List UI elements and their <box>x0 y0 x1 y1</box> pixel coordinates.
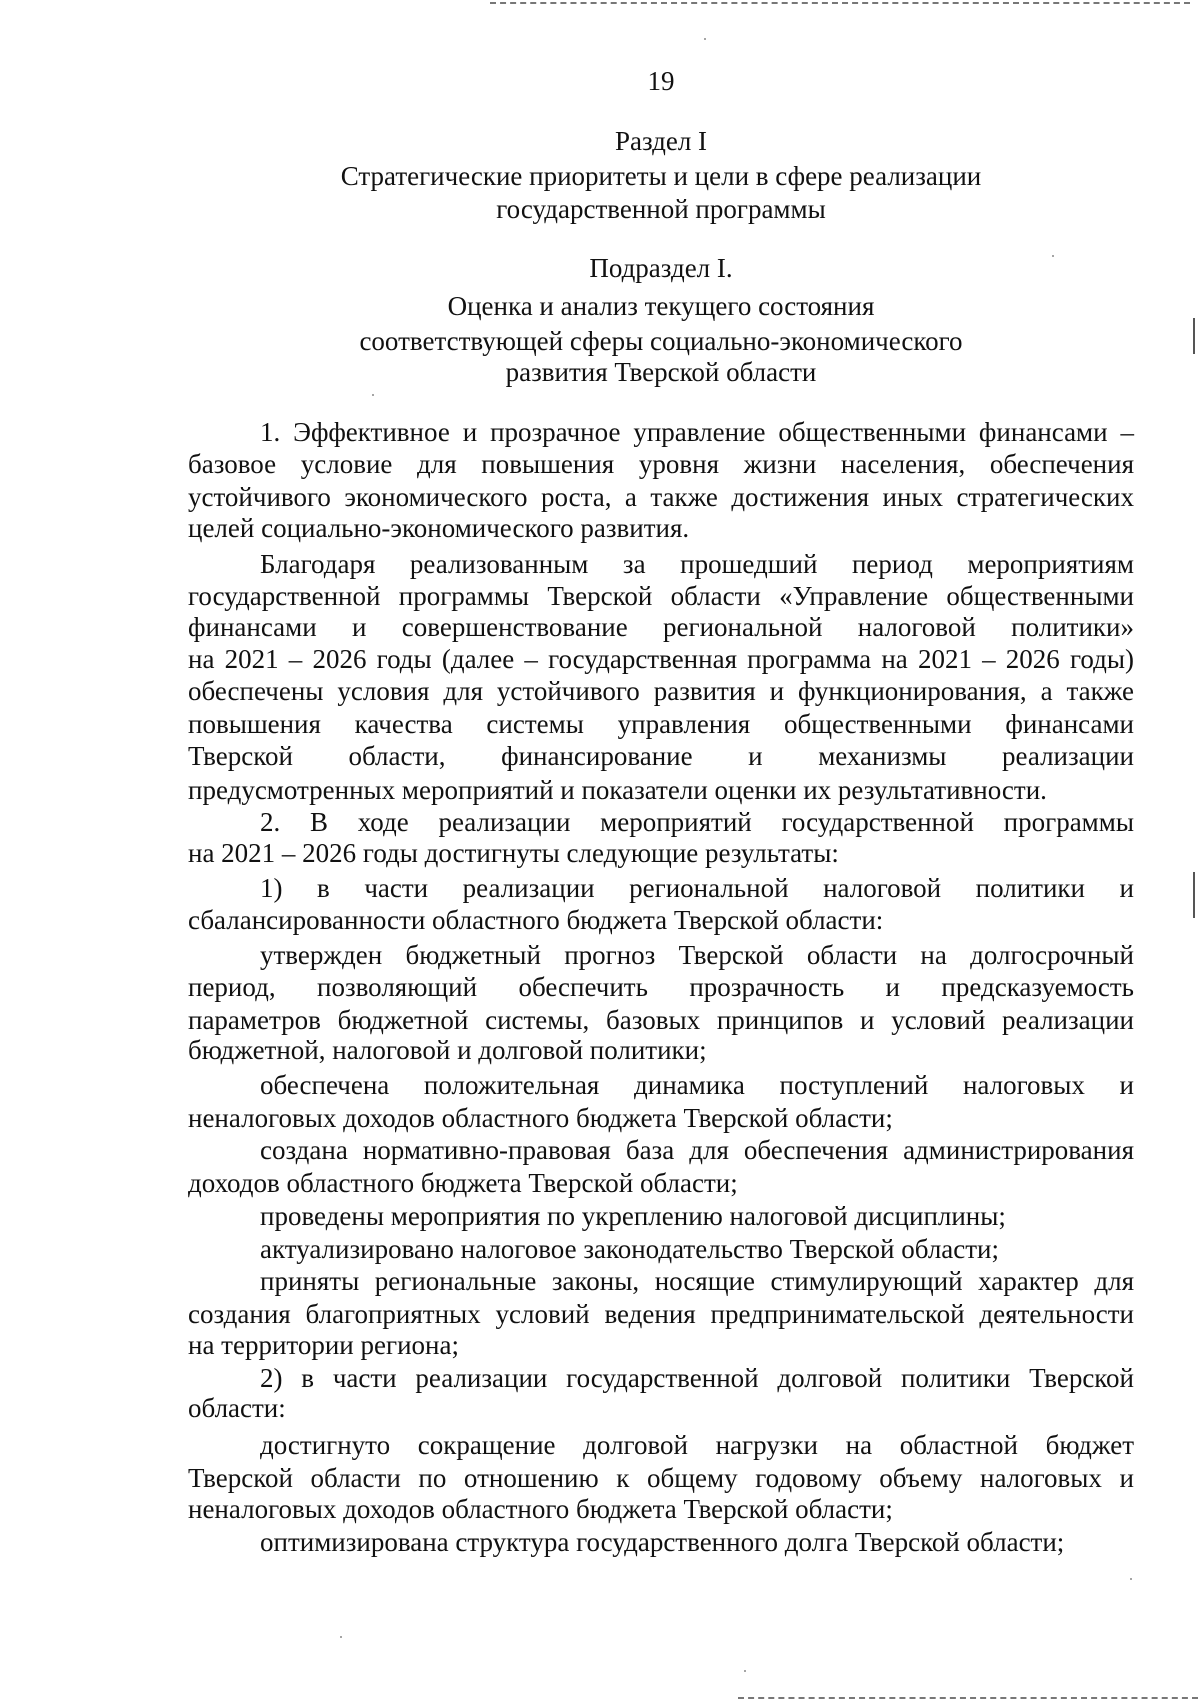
body-line: на 2021 – 2026 годы достигнуты следующие результаты: <box>188 838 839 868</box>
scan-speck <box>704 38 706 40</box>
body-line: сбалансированности областного бюджета Тверской области: <box>188 905 884 935</box>
scan-speck <box>744 1670 746 1672</box>
body-line: неналоговых доходов областного бюджета Тверской области; <box>188 1494 893 1524</box>
body-line: бюджетной, налоговой и долговой политики; <box>188 1035 707 1065</box>
body-line: целей социально-экономического развития. <box>188 513 690 543</box>
section-title-line: Стратегические приоритеты и цели в сфере реализации <box>340 161 982 191</box>
scan-edge-mark <box>1193 872 1195 918</box>
scan-speck <box>340 1636 342 1638</box>
section-label: Раздел I <box>614 126 708 156</box>
body-line: базовое условие для повышения уровня жизни населения, обеспечения <box>188 449 1134 479</box>
body-line: неналоговых доходов областного бюджета Тверской области; <box>188 1103 893 1133</box>
subsection-label: Подраздел I. <box>589 253 733 283</box>
scan-edge-line-top <box>490 2 1190 4</box>
body-line: области: <box>188 1393 286 1423</box>
body-line: параметров бюджетной системы, базовых принципов и условий реализации <box>188 1005 1134 1035</box>
body-line: 2) в части реализации государственной долговой политики Тверской <box>260 1363 1134 1393</box>
subsection-title-line: развития Тверской области <box>505 357 817 387</box>
body-line: Тверской области, финансирование и механизмы реализации <box>188 741 1134 771</box>
scan-speck <box>1130 1578 1132 1580</box>
body-line: 1. Эффективное и прозрачное управление общественными финансами – <box>260 417 1134 447</box>
body-line: на 2021 – 2026 годы (далее – государственная программа на 2021 – 2026 годы) <box>188 644 1134 674</box>
body-line: приняты региональные законы, носящие стимулирующий характер для <box>260 1266 1134 1296</box>
body-line: достигнуто сокращение долговой нагрузки на областной бюджет <box>260 1430 1134 1460</box>
body-line: государственной программы Тверской области «Управление общественными <box>188 581 1134 611</box>
body-line: финансами и совершенствование региональной налоговой политики» <box>188 612 1134 642</box>
body-line: период, позволяющий обеспечить прозрачность и предсказуемость <box>188 972 1134 1002</box>
body-line: устойчивого экономического роста, а также достижения иных стратегических <box>188 482 1134 512</box>
body-line: 2. В ходе реализации мероприятий государственной программы <box>260 807 1134 837</box>
body-line: создана нормативно-правовая база для обеспечения администрирования <box>260 1135 1134 1165</box>
body-line: проведены мероприятия по укреплению налоговой дисциплины; <box>260 1201 1006 1231</box>
subsection-title-line: соответствующей сферы социально-экономического <box>359 326 963 356</box>
body-line: актуализировано налоговое законодательство Тверской области; <box>260 1234 1000 1264</box>
body-line: обеспечены условия для устойчивого развития и функционирования, а также <box>188 676 1134 706</box>
body-line: утвержден бюджетный прогноз Тверской области на долгосрочный <box>260 940 1134 970</box>
scan-edge-line-bottom <box>738 1697 1198 1699</box>
body-line: оптимизирована структура государственного долга Тверской области; <box>260 1527 1065 1557</box>
page-number: 19 <box>647 66 675 96</box>
body-line: обеспечена положительная динамика поступлений налоговых и <box>260 1070 1134 1100</box>
scan-speck <box>372 394 374 396</box>
body-line: предусмотренных мероприятий и показатели оценки их результативности. <box>188 775 1047 805</box>
body-line: повышения качества системы управления общественными финансами <box>188 709 1134 739</box>
body-line: создания благоприятных условий ведения предпринимательской деятельности <box>188 1299 1134 1329</box>
scan-edge-mark <box>1193 318 1195 354</box>
body-line: Тверской области по отношению к общему годовому объему налоговых и <box>188 1463 1134 1493</box>
body-line: 1) в части реализации региональной налоговой политики и <box>260 873 1134 903</box>
body-line: доходов областного бюджета Тверской области; <box>188 1168 738 1198</box>
body-line: Благодаря реализованным за прошедший период мероприятиям <box>260 549 1134 579</box>
section-title-line: государственной программы <box>496 194 826 224</box>
body-line: на территории региона; <box>188 1330 459 1360</box>
subsection-title-line: Оценка и анализ текущего состояния <box>447 291 875 321</box>
